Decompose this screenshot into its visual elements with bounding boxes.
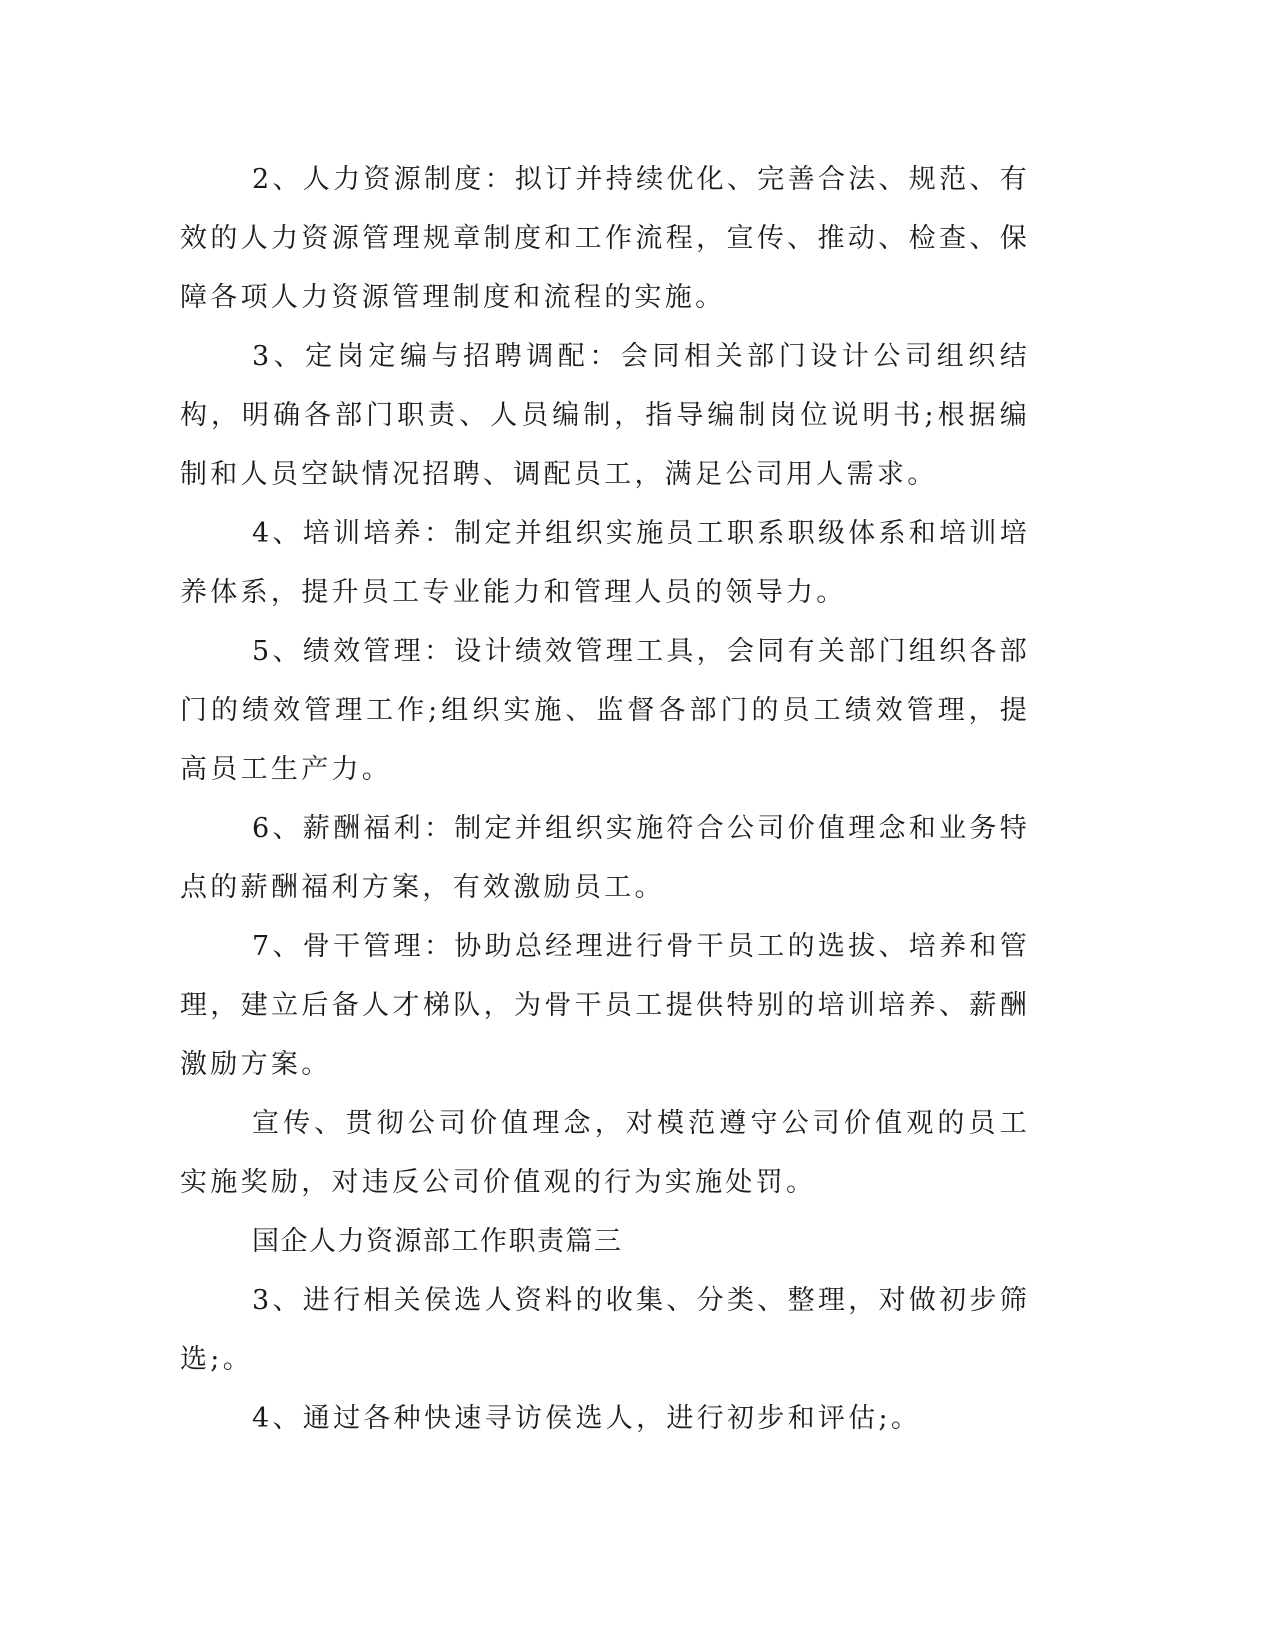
paragraph-candidate-data: 3、进行相关侯选人资料的收集、分类、整理，对做初步筛选;。 bbox=[180, 1285, 1030, 1375]
paragraph-values: 宣传、贯彻公司价值理念，对模范遵守公司价值观的员工实施奖励，对违反公司价值观的行为实施处罚。 bbox=[180, 1108, 1030, 1198]
paragraph-candidate-search: 4、通过各种快速寻访侯选人，进行初步和评估;。 bbox=[252, 1403, 922, 1434]
paragraph-training: 4、培训培养：制定并组织实施员工职系职级体系和培训培养体系，提升员工专业能力和管理人员的领导力。 bbox=[180, 518, 1030, 608]
paragraph-staffing-recruitment: 3、定岗定编与招聘调配：会同相关部门设计公司组织结构，明确各部门职责、人员编制，指导编制岗位说明书;根据编制和人员空缺情况招聘、调配员工，满足公司用人需求。 bbox=[180, 341, 1030, 490]
paragraph-performance: 5、绩效管理：设计绩效管理工具，会同有关部门组织各部门的绩效管理工作;组织实施、监督各部门的员工绩效管理，提高员工生产力。 bbox=[180, 636, 1030, 785]
paragraph-key-staff: 7、骨干管理：协助总经理进行骨干员工的选拔、培养和管理，建立后备人才梯队，为骨干员工提供特别的培训培养、薪酬激励方案。 bbox=[180, 931, 1030, 1080]
section-heading: 国企人力资源部工作职责篇三 bbox=[252, 1226, 623, 1257]
paragraph-compensation: 6、薪酬福利：制定并组织实施符合公司价值理念和业务特点的薪酬福利方案，有效激励员工。 bbox=[180, 813, 1030, 903]
paragraph-hr-system: 2、人力资源制度：拟订并持续优化、完善合法、规范、有效的人力资源管理规章制度和工作流程，宣传、推动、检查、保障各项人力资源管理制度和流程的实施。 bbox=[180, 164, 1030, 313]
document-page bbox=[180, 150, 1030, 1448]
